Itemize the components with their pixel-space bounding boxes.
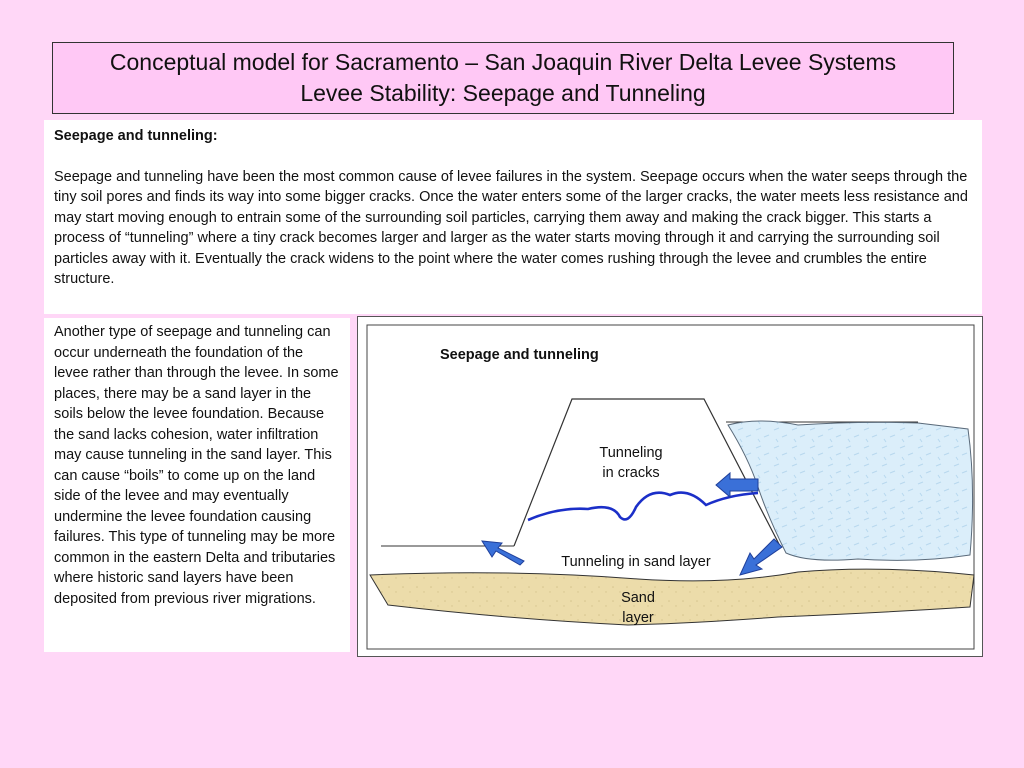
intro-body: Seepage and tunneling have been the most common cause of levee failures in the system. Seepage occurs when the water seeps through the tiny soil pores and finds its way into some bigger cracks. Once the water enters some of the larger cracks, the water meets less resistance and may start moving enough to entrain some of the surrounding soil particles, carrying them away and making the crack bigger. This starts a process of “tunneling” where a tiny crack becomes larger and larger as the water starts moving through it and carrying the surrounding soil particles away with it. Eventually the crack widens to the point where the water comes rushing through the levee and crumbles the entire structure.: [54, 168, 968, 287]
label-tunneling-sand: Tunneling in sand layer: [561, 554, 711, 570]
slide-title: [52, 42, 954, 114]
levee-diagram-svg: [358, 317, 984, 658]
levee-diagram: [357, 316, 983, 657]
label-tunneling-cracks-2: in cracks: [602, 465, 660, 481]
foundation-seepage-text: [44, 318, 350, 652]
label-tunneling-cracks-1: Tunneling: [599, 445, 663, 461]
intro-panel: [44, 120, 982, 314]
label-sand-2: layer: [622, 610, 654, 626]
diagram-title: Seepage and tunneling: [440, 347, 599, 363]
foundation-seepage-body: Another type of seepage and tunneling can occur underneath the foundation of the levee rather than through the levee. In some places, there may be a sand layer in the soils below the levee foundation. Because the sand lacks cohesion, water infiltration may cause tunneling in the sand layer. This can cause “boils” to come up on the land side of the levee and may eventually undermine the levee foundation causing failures. This type of tunneling may be more common in the eastern Delta and tributaries where historic sand layers have been deposited from previous river migrations.: [54, 324, 339, 607]
title-line-2: Levee Stability: Seepage and Tunneling: [300, 80, 706, 106]
intro-heading: Seepage and tunneling:: [54, 128, 218, 144]
label-sand-1: Sand: [621, 590, 655, 606]
title-line-1: Conceptual model for Sacramento – San Joaquin River Delta Levee Systems: [109, 49, 897, 75]
